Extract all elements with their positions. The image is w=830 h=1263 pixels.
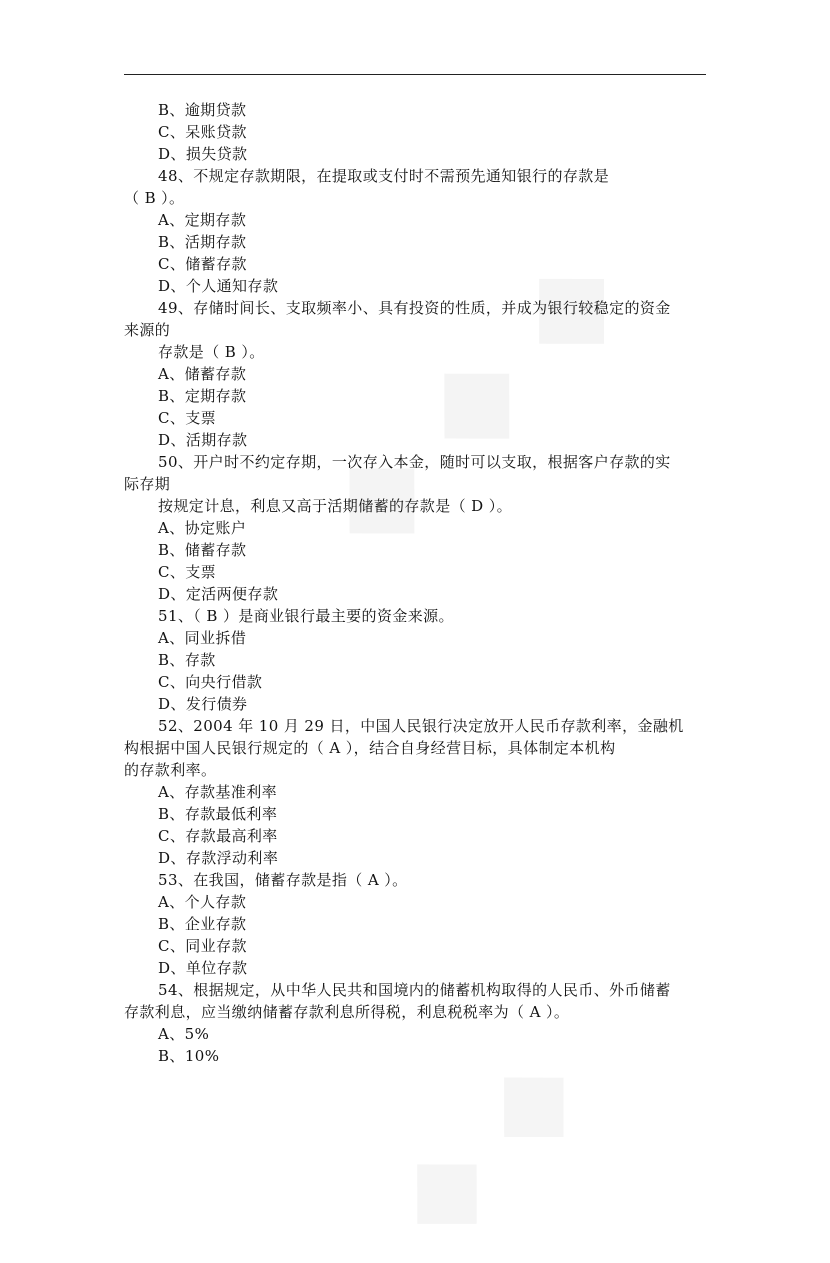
header-rule	[124, 74, 706, 75]
option-54-b: B、10%	[158, 1047, 220, 1065]
option-53-d: D、单位存款	[158, 959, 248, 977]
option-50-d: D、定活两便存款	[158, 585, 279, 603]
question-53: 53、在我国，储蓄存款是指（ A ）。	[158, 871, 408, 889]
question-51: 51、（ B ）是商业银行最主要的资金来源。	[158, 607, 454, 625]
option-48-d: D、个人通知存款	[158, 277, 279, 295]
option-53-c: C、同业存款	[158, 937, 247, 955]
question-54: 54、根据规定，从中华人民共和国境内的储蓄机构取得的人民币、外币储蓄	[158, 981, 671, 999]
option-47-c: C、呆账贷款	[158, 123, 247, 141]
option-51-c: C、向央行借款	[158, 673, 263, 691]
option-50-b: B、储蓄存款	[158, 541, 247, 559]
option-48-a: A、定期存款	[158, 211, 247, 229]
option-49-a: A、储蓄存款	[158, 365, 247, 383]
option-48-c: C、储蓄存款	[158, 255, 247, 273]
question-48-answer: （ B ）。	[124, 189, 185, 207]
option-52-b: B、存款最低利率	[158, 805, 278, 823]
question-50-answer: 按规定计息，利息又高于活期储蓄的存款是（ D ）。	[158, 497, 513, 515]
question-50-cont: 际存期	[124, 475, 171, 493]
option-49-b: B、定期存款	[158, 387, 247, 405]
option-52-c: C、存款最高利率	[158, 827, 278, 845]
question-52-cont2: 的存款利率。	[124, 761, 217, 779]
question-49: 49、存储时间长、支取频率小、具有投资的性质，并成为银行较稳定的资金	[158, 299, 671, 317]
question-49-answer: 存款是（ B ）。	[158, 343, 265, 361]
option-52-a: A、存款基准利率	[158, 783, 278, 801]
option-50-a: A、协定账户	[158, 519, 247, 537]
document-body	[124, 99, 706, 1067]
option-51-b: B、存款	[158, 651, 216, 669]
option-54-a: A、5%	[158, 1025, 210, 1043]
option-47-b: B、逾期贷款	[158, 101, 247, 119]
question-52-cont: 构根据中国人民银行规定的（ A ），结合自身经营目标，具体制定本机构	[124, 739, 616, 757]
option-51-a: A、同业拆借	[158, 629, 247, 647]
option-52-d: D、存款浮动利率	[158, 849, 279, 867]
question-52: 52、2004 年 10 月 29 日，中国人民银行决定放开人民币存款利率，金融机	[158, 717, 684, 735]
question-54-cont: 存款利息，应当缴纳储蓄存款利息所得税，利息税税率为（ A ）。	[124, 1003, 570, 1021]
option-51-d: D、发行债券	[158, 695, 248, 713]
option-50-c: C、支票	[158, 563, 217, 581]
question-50: 50、开户时不约定存期，一次存入本金，随时可以支取，根据客户存款的实	[158, 453, 671, 471]
option-48-b: B、活期存款	[158, 233, 247, 251]
question-48: 48、不规定存款期限，在提取或支付时不需预先通知银行的存款是	[158, 167, 610, 185]
option-53-b: B、企业存款	[158, 915, 247, 933]
option-53-a: A、个人存款	[158, 893, 247, 911]
option-49-c: C、支票	[158, 409, 217, 427]
option-49-d: D、活期存款	[158, 431, 248, 449]
option-47-d: D、损失贷款	[158, 145, 248, 163]
question-49-cont: 来源的	[124, 321, 171, 339]
